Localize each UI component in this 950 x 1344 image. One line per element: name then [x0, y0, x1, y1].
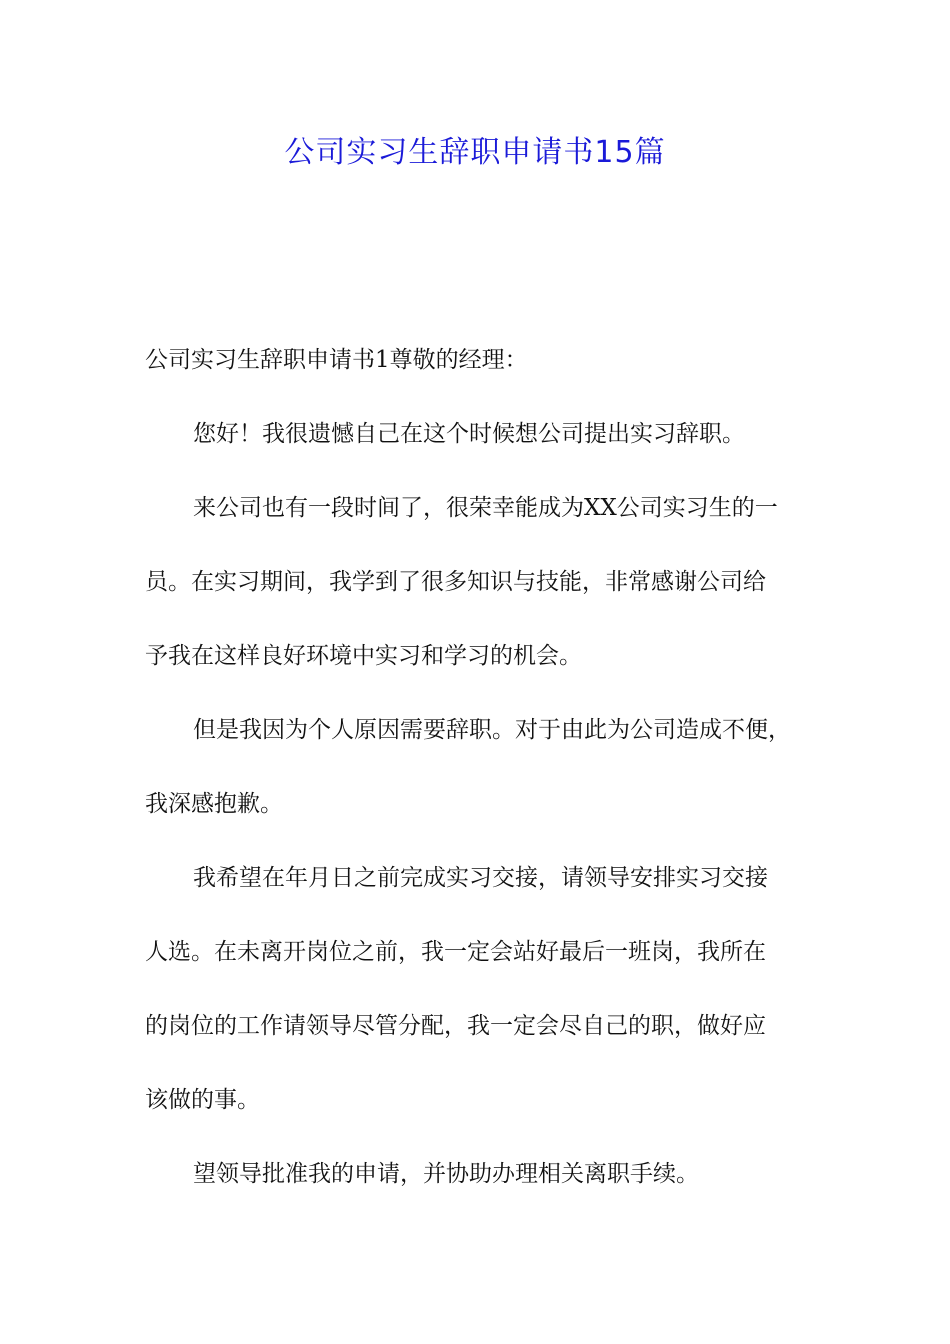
paragraph-line: 我深感抱歉。 [145, 791, 283, 817]
document-body [145, 338, 835, 1226]
document-title: 公司实习生辞职申请书15篇 [284, 135, 666, 170]
paragraph-line: 的岗位的工作请领导尽管分配，我一定会尽自己的职，做好应 [145, 1013, 766, 1039]
paragraph-line: 您好！我很遗憾自己在这个时候想公司提出实习辞职。 [193, 421, 745, 447]
paragraph-line: 但是我因为个人原因需要辞职。对于由此为公司造成不便， [193, 717, 791, 743]
salutation-line: 公司实习生辞职申请书1尊敬的经理： [145, 347, 528, 373]
paragraph-line: 员。在实习期间，我学到了很多知识与技能，非常感谢公司给 [145, 569, 766, 595]
paragraph-line: 我希望在年月日之前完成实习交接，请领导安排实习交接 [193, 865, 768, 891]
paragraph-line: 予我在这样良好环境中实习和学习的机会。 [145, 643, 582, 669]
paragraph-line: 人选。在未离开岗位之前，我一定会站好最后一班岗，我所在 [145, 939, 766, 965]
paragraph-line: 该做的事。 [145, 1087, 260, 1113]
paragraph-line: 来公司也有一段时间了，很荣幸能成为XX公司实习生的一 [193, 495, 778, 521]
paragraph-line: 望领导批准我的申请，并协助办理相关离职手续。 [193, 1161, 699, 1187]
